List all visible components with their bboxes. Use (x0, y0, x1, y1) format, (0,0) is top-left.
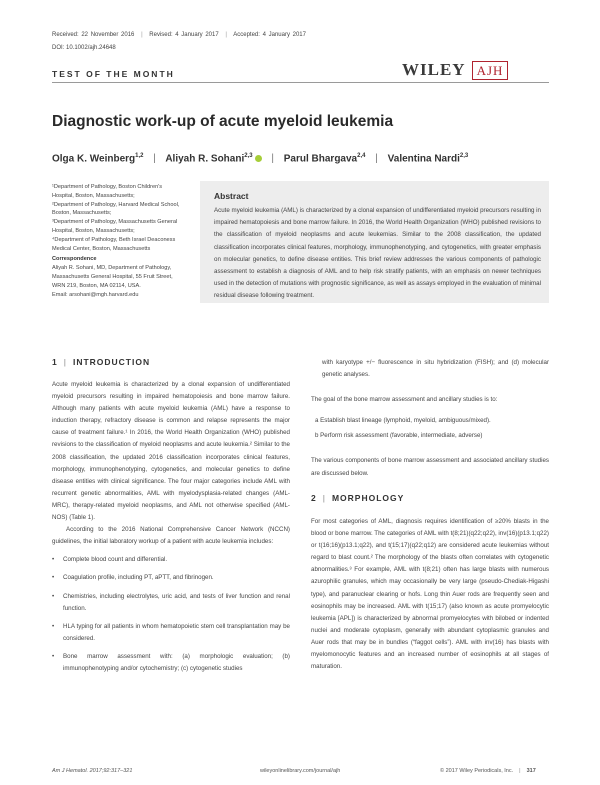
header-rule (52, 82, 549, 83)
author-separator: | (271, 153, 274, 165)
author-separator: | (153, 153, 156, 165)
affiliation: ³Department of Pathology, Massachusetts General Hospital, Boston, Massachusetts; (52, 219, 178, 234)
journal-logo: AJH (472, 61, 509, 80)
author-name: Aliyah R. Sohani (165, 153, 245, 165)
list-item: • Coagulation profile, including PT, aPTT, and fibrinogen. (52, 572, 290, 584)
section-title: INTRODUCTION (72, 357, 151, 367)
author-name: Parul Bhargava (283, 153, 358, 165)
paragraph: According to the 2016 National Comprehensive Cancer Network (NCCN) guidelines, the initial laboratory workup of a patient with acute leukemia includes: (52, 526, 290, 546)
paragraph: For most categories of AML, diagnosis requires identification of ≥20% blasts in the blood or bone marrow. The categories of AML with t(8;21)(q22;q22), inv(16)(p13.1;q22) or t(16;16)(p13.1;q22), and t(15;17)(q22;q12) are considered acute leukemias without regard to blast count.² The morphology of the blasts often correlates with cytogenetic abnormalities.³ For example, AML with t(8;21) often has large blasts with numerous azurophilic granules, which may occasionally be very large (pseudo-Chediak-Higashi type), and paranuclear clearing or hofs. Long thin Auer rods are frequently seen and eosinophils may be increased. AML with t(15;17) (also known as acute promyelocytic leukemia [APL]) is characterized by abnormal promyelocytes with bilobed or indented nuclei and moderate cytoplasm, generally with abundant cytoplasmic granules and Auer rods that may be in bundles (“faggot cells”). AML with inv(16) has blasts with myelomonocytic features and an increased number of eosinophils at all stages of maturation. (311, 518, 549, 671)
footer-copyright: © 2017 Wiley Periodicals, Inc. | 317 (440, 768, 536, 774)
morphology-body (311, 516, 549, 673)
author-affil-sup: 1,2 (135, 153, 144, 159)
paragraph: The goal of the bone marrow assessment and ancillary studies is to: (311, 396, 498, 404)
author-separator: | (375, 153, 378, 165)
list-item: • HLA typing for all patients in whom hematopoietic stem cell transplantation may be considered. (52, 621, 290, 645)
list-item: • Bone marrow assessment with: (a) morphologic evaluation; (b) immunophenotyping and/or cytochemistry; (c) cytogenetic studies (52, 651, 290, 675)
publisher-logo (402, 60, 508, 80)
article-dates: Received: 22 November 2016 | Revised: 4 January 2017 | Accepted: 4 January 2017 (52, 32, 306, 38)
author-affil-sup: 2,3 (459, 153, 469, 159)
abstract-text: Acute myeloid leukemia (AML) is characterized by a clonal expansion of undifferentiated myeloid precursors resulting in impaired hematopoiesis and bone marrow failure. In 2016, the World Health Organization (WHO) published revisions to the classification of myeloid neoplasms and acute leukemias. Similar to the 2008 classification, the updated classification incorporates clinical features, morphology, immunophenotyping, and cytogenetics, with greater emphasis on molecular genetics, to define disease entities. This brief review addresses the various components of pathologic assessment to establish a diagnosis of AML and to help risk stratify patients, with an emphasis on newer techniques used in the detection of mutations with prognostic significance, as well as assays employed in the evaluation of minimal residual disease following treatment. (214, 207, 541, 300)
affiliation: ¹Department of Pathology, Boston Children's Hospital, Boston, Massachusetts; (52, 184, 163, 199)
author-list (52, 153, 468, 164)
paragraph: Acute myeloid leukemia is characterized by a clonal expansion of undifferentiated myeloid precursors resulting in impaired hematopoiesis and bone marrow failure. Although many patients with acute myeloid leukemia (AML) have a response to induction therapy, refractory disease is common and relapse represents the major cause of treatment failure.¹ In 2016, the World Health Organization (WHO) published revisions to the classification of myeloid neoplasms and acute leukemia.² Similar to the 2008 classification, the updated 2016 classification incorporates clinical features, morphology, immunophenotyping, cytogenetics, and molecular genetics to define disease entities with clinical significance. The four major categories include AML with recurrent genetic abnormalities, AML with myelodysplasia-related changes (AML-MRC), therapy-related myeloid neoplasms, and AML not otherwise specified (AML-NOS) (Table 1). (52, 381, 290, 522)
author-affil-sup: 2,4 (357, 153, 366, 159)
page-number: 317 (526, 768, 536, 774)
correspondence-email[interactable]: Email: arsohani@mgh.harvard.edu (52, 291, 139, 298)
author-affil-sup: 2,3 (244, 153, 253, 159)
section-number: 2 (311, 493, 317, 503)
affiliations (52, 183, 180, 299)
section-tag: TEST OF THE MONTH (52, 69, 175, 79)
list-item: • Chemistries, including electrolytes, uric acid, and tests of liver function and renal function. (52, 591, 290, 615)
section-title: MORPHOLOGY (331, 493, 405, 503)
article-title: Diagnostic work-up of acute myeloid leukemia (52, 113, 394, 130)
section-heading-morphology: 2 | MORPHOLOGY (311, 493, 405, 503)
affiliation: ⁴Department of Pathology, Beth Israel Deaconess Medical Center, Boston, Massachusetts (52, 236, 176, 252)
paragraph: with karyotype +/− fluorescence in situ hybridization (FISH); and (d) molecular genetic analyses. (322, 359, 549, 379)
footer-citation: Am J Hematol. 2017;92:317–321 (52, 768, 133, 774)
revised-date: Revised: 4 January 2017 (149, 32, 219, 38)
copyright-text: © 2017 Wiley Periodicals, Inc. (440, 768, 514, 774)
list-item: • Complete blood count and differential. (52, 554, 290, 566)
doi[interactable]: DOI: 10.1002/ajh.24648 (52, 45, 116, 51)
affiliation: ²Department of Pathology, Harvard Medical School, Boston, Massachusetts; (52, 201, 180, 217)
accepted-date: Accepted: 4 January 2017 (233, 32, 306, 38)
footer-url[interactable]: wileyonlinelibrary.com/journal/ajh (260, 768, 341, 774)
correspondence-address: Aliyah R. Sohani, MD, Department of Pathology, Massachusetts General Hospital, 55 Fruit Street, WRN 219, Boston, MA 02114, USA. (52, 265, 173, 289)
author-name: Olga K. Weinberg (52, 153, 136, 165)
list-item: a Establish blast lineage (lymphoid, myeloid, ambiguous/mixed). (315, 417, 491, 425)
section-heading-introduction: 1 | INTRODUCTION (52, 357, 151, 367)
correspondence-heading: Correspondence (52, 256, 97, 263)
received-date: Received: 22 November 2016 (52, 32, 135, 38)
introduction-body (52, 379, 290, 675)
right-column-body (311, 357, 549, 480)
orcid-icon[interactable] (255, 155, 262, 162)
abstract-heading: Abstract (214, 191, 249, 201)
wiley-wordmark: WILEY (402, 60, 466, 79)
paragraph: The various components of bone marrow assessment and associated ancillary studies are discussed below. (311, 457, 549, 477)
author-name: Valentina Nardi (387, 153, 460, 165)
list-item: b Perform risk assessment (favorable, intermediate, adverse) (315, 432, 483, 440)
section-number: 1 (52, 357, 58, 367)
